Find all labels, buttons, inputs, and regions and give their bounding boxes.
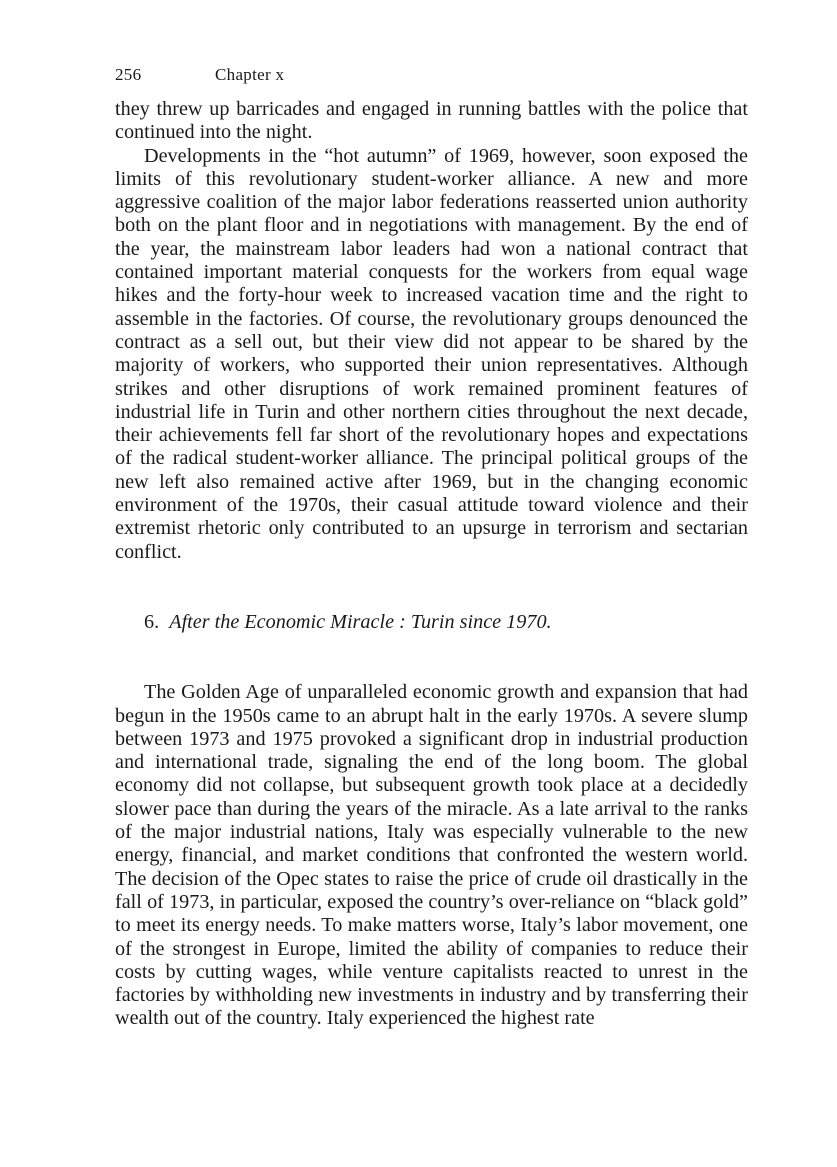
page-number: 256 xyxy=(115,65,142,84)
chapter-title: Chapter x xyxy=(215,65,285,84)
body-text xyxy=(115,98,748,1031)
section-number: 6. xyxy=(144,610,160,633)
paragraph-continued: they threw up barricades and engaged in running battles with the police that continued into the night. xyxy=(115,98,748,144)
book-page xyxy=(115,64,748,1031)
paragraph-hot-autumn: Developments in the “hot autumn” of 1969, however, soon exposed the limits of this revolutionary student-worker alliance. A new and more aggressive coalition of the major labor federations reasserted union authority both on the plant floor and in negotiations with management. By the end of the year, the mainstream labor leaders had won a national contract that contained important material conquests for the workers from equal wage hikes and the forty-hour week to increased vacation time and the right to assemble in the factories. Of course, the revolutionary groups denounced the contract as a sell out, but their view did not appear to be shared by the majority of workers, who supported their union representatives. Although strikes and other disruptions of work remained prominent features of industrial life in Turin and other northern cities throughout the next decade, their achievements fell far short of the revolutionary hopes and expectations of the radical student-worker alliance. The principal political groups of the new left also remained active after 1969, but in the changing economic environment of the 1970s, their casual attitude toward violence and their extremist rhetoric only contributed to an upsurge in terrorism and sectarian conflict. xyxy=(115,144,748,563)
paragraph-golden-age: The Golden Age of unparalleled economic growth and expansion that had begun in the 1950s came to an abrupt halt in the early 1970s. A severe slump between 1973 and 1975 provoked a significant drop in industrial production and international trade, signaling the end of the long boom. The global economy did not collapse, but subsequent growth took place at a decidedly slower pace than during the years of the miracle. As a late arrival to the ranks of the major industrial nations, Italy was especially vulnerable to the new energy, financial, and market conditions that confronted the western world. The decision of the Opec states to raise the price of crude oil drastically in the fall of 1973, in particular, exposed the country’s over-reliance on “black gold” to meet its energy needs. To make matters worse, Italy’s labor movement, one of the strongest in Europe, limited the ability of companies to reduce their costs by cutting wages, while venture capitalists reacted to unrest in the factories by withholding new investments in industry and by transferring their wealth out of the country. Italy experienced the highest rate xyxy=(115,681,748,1030)
running-head xyxy=(115,64,748,86)
section-heading xyxy=(115,611,748,634)
section-title: After the Economic Miracle : Turin since 1970. xyxy=(169,610,552,633)
